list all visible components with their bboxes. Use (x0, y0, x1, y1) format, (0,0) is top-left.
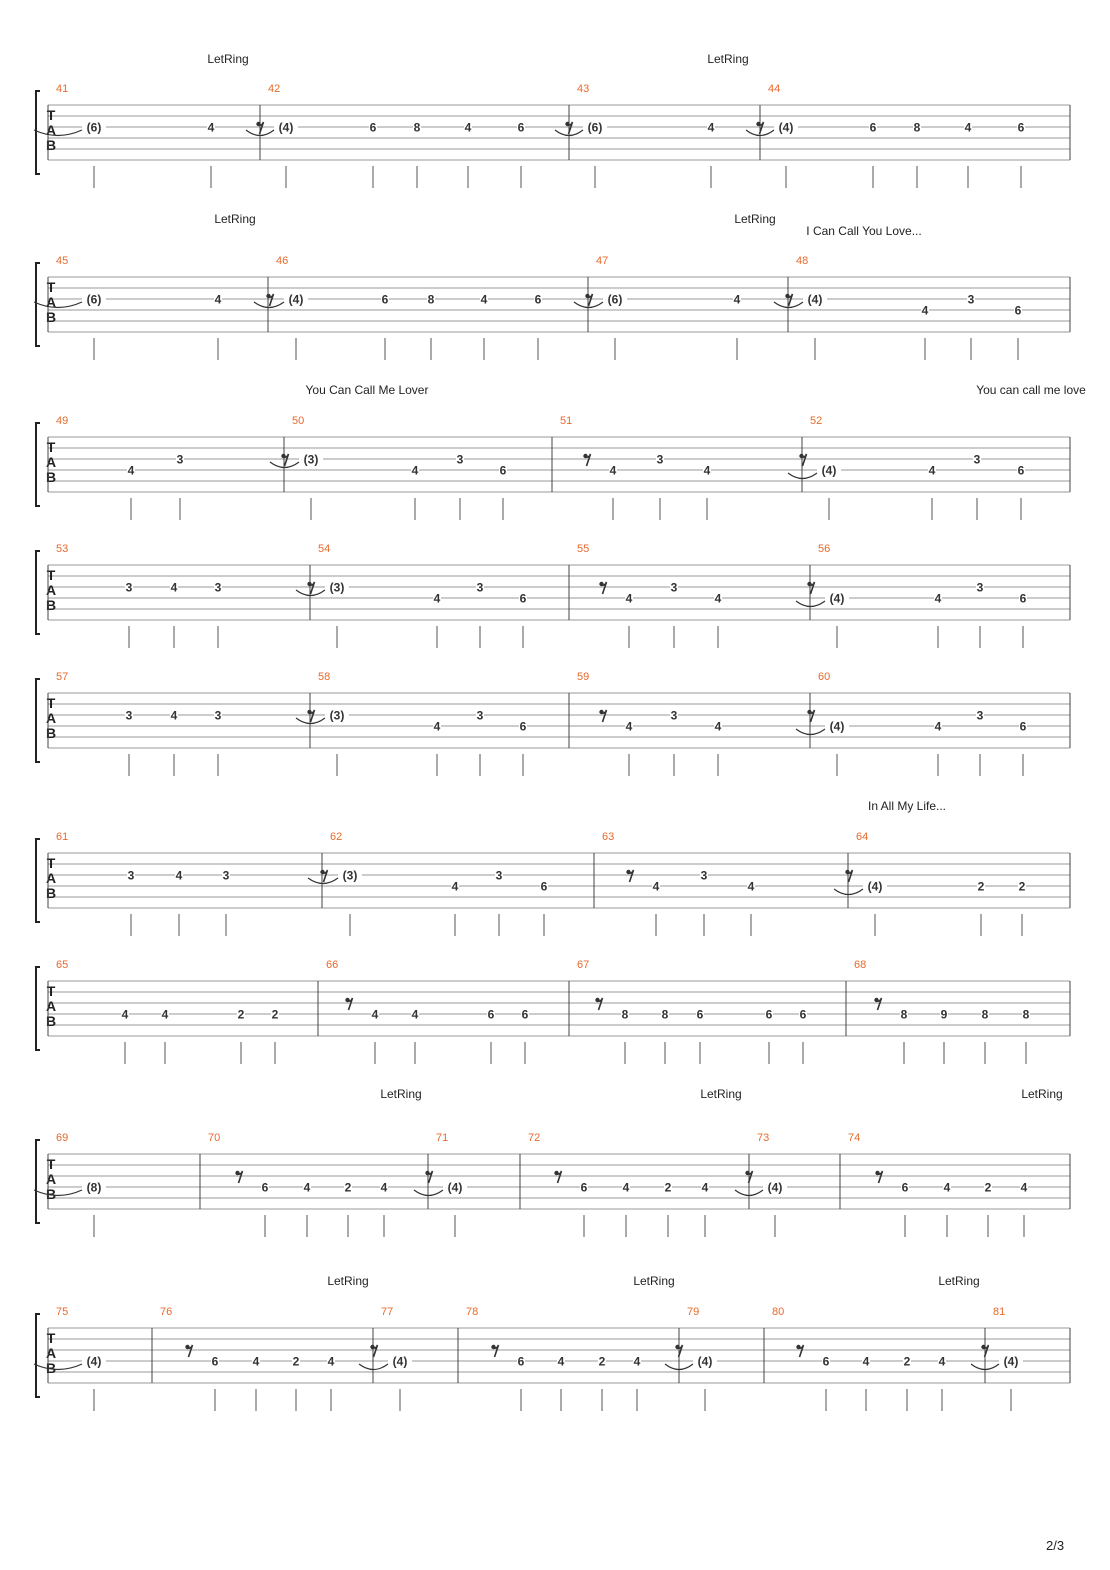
measure-number: 47 (596, 255, 609, 267)
fret-number: (3) (303, 452, 319, 467)
fret-number: (4) (807, 292, 823, 307)
annotation-text: LetRing (938, 1274, 980, 1288)
tab-clef-letter: B (45, 725, 57, 741)
fret-number: 6 (1019, 591, 1027, 606)
fret-number: 3 (495, 868, 503, 883)
fret-number: 6 (381, 292, 389, 307)
measure-number: 59 (577, 671, 590, 683)
fret-number: 3 (125, 708, 133, 723)
fret-number: (4) (829, 719, 845, 734)
fret-number: 4 (928, 463, 936, 478)
annotation-text: LetRing (214, 212, 256, 226)
fret-number: 8 (427, 292, 435, 307)
measure-number: 74 (848, 1132, 861, 1144)
fret-number: 8 (900, 1007, 908, 1022)
fret-number: 4 (609, 463, 617, 478)
measure-number: 65 (56, 959, 69, 971)
fret-number: 8 (413, 120, 421, 135)
fret-number: 4 (747, 879, 755, 894)
fret-number: 6 (517, 120, 525, 135)
tab-clef-letter: B (45, 309, 57, 325)
fret-number: 6 (869, 120, 877, 135)
measure-number: 41 (56, 83, 69, 95)
tab-clef-letter: T (46, 107, 56, 123)
fret-number: 4 (170, 580, 178, 595)
fret-number: 6 (901, 1180, 909, 1195)
fret-number: 3 (214, 580, 222, 595)
fret-number: 8 (621, 1007, 629, 1022)
fret-number: (4) (86, 1354, 102, 1369)
fret-number: (6) (86, 292, 102, 307)
annotation-text: I Can Call You Love... (806, 224, 922, 238)
fret-number: 6 (540, 879, 548, 894)
fret-number: 8 (1022, 1007, 1030, 1022)
annotation-text: LetRing (734, 212, 776, 226)
measure-number: 52 (810, 415, 823, 427)
measure-number: 69 (56, 1132, 69, 1144)
measure-number: 68 (854, 959, 867, 971)
measure-number: 76 (160, 1306, 173, 1318)
annotation-text: You can call me love (976, 383, 1086, 397)
measure-number: 67 (577, 959, 590, 971)
fret-number: 2 (598, 1354, 606, 1369)
fret-number: (4) (829, 591, 845, 606)
fret-number: 2 (271, 1007, 279, 1022)
fret-number: 3 (125, 580, 133, 595)
fret-number: (6) (607, 292, 623, 307)
system-bracket (36, 839, 40, 922)
fret-number: 6 (765, 1007, 773, 1022)
measure-number: 57 (56, 671, 69, 683)
fret-number: 6 (519, 591, 527, 606)
fret-number: 6 (696, 1007, 704, 1022)
tab-clef-letter: T (46, 279, 56, 295)
tab-system (36, 959, 1070, 1064)
fret-number: 6 (499, 463, 507, 478)
fret-number: 4 (127, 463, 135, 478)
tab-system (34, 1274, 1070, 1411)
fret-number: 4 (380, 1180, 388, 1195)
fret-number: 3 (476, 580, 484, 595)
tab-clef-letter: A (45, 870, 57, 886)
fret-number: 3 (973, 452, 981, 467)
fret-number: 6 (211, 1354, 219, 1369)
fret-number: (3) (329, 580, 345, 595)
tab-clef-letter: T (46, 695, 56, 711)
measure-number: 66 (326, 959, 339, 971)
tab-clef-letter: A (45, 122, 57, 138)
measure-number: 63 (602, 831, 615, 843)
annotation-text: In All My Life... (867, 799, 947, 813)
fret-number: 4 (934, 719, 942, 734)
fret-number: 4 (652, 879, 660, 894)
fret-number: 6 (1019, 719, 1027, 734)
fret-number: 2 (984, 1180, 992, 1195)
fret-number: 4 (371, 1007, 379, 1022)
fret-number: 4 (703, 463, 711, 478)
fret-number: 6 (261, 1180, 269, 1195)
tab-clef-letter: B (45, 597, 57, 613)
fret-number: 2 (903, 1354, 911, 1369)
fret-number: (4) (821, 463, 837, 478)
fret-number: 6 (487, 1007, 495, 1022)
fret-number: 3 (670, 708, 678, 723)
fret-number: 4 (327, 1354, 335, 1369)
fret-number: 9 (940, 1007, 948, 1022)
measure-number: 71 (436, 1132, 449, 1144)
fret-number: 6 (580, 1180, 588, 1195)
fret-number: 3 (976, 580, 984, 595)
tab-clef-letter: B (45, 1186, 57, 1202)
tab-clef-letter: T (46, 855, 56, 871)
tab-clef-letter: A (45, 1345, 57, 1361)
tab-clef-letter: B (45, 1013, 57, 1029)
tab-clef-letter: T (46, 983, 56, 999)
fret-number: 8 (981, 1007, 989, 1022)
tab-clef-letter: A (45, 294, 57, 310)
fret-number: 3 (976, 708, 984, 723)
measure-number: 81 (993, 1306, 1006, 1318)
page-number: 2/3 (1046, 1538, 1065, 1553)
tab-clef-letter: T (46, 1156, 56, 1172)
tab-clef-letter: T (46, 1330, 56, 1346)
annotation-text: LetRing (380, 1087, 422, 1101)
fret-number: 6 (1017, 120, 1025, 135)
measure-number: 70 (208, 1132, 221, 1144)
measure-number: 80 (772, 1306, 785, 1318)
tab-clef-letter: A (45, 1171, 57, 1187)
fret-number: 2 (344, 1180, 352, 1195)
fret-number: 4 (161, 1007, 169, 1022)
fret-number: 3 (456, 452, 464, 467)
fret-number: 4 (411, 1007, 419, 1022)
annotation-text: LetRing (633, 1274, 675, 1288)
fret-number: 4 (480, 292, 488, 307)
measure-number: 49 (56, 415, 69, 427)
measure-number: 54 (318, 543, 331, 555)
fret-number: 4 (701, 1180, 709, 1195)
fret-number: 4 (214, 292, 222, 307)
system-bracket (36, 423, 40, 506)
fret-number: 2 (292, 1354, 300, 1369)
fret-number: 4 (303, 1180, 311, 1195)
fret-number: 3 (967, 292, 975, 307)
measure-number: 45 (56, 255, 69, 267)
measure-number: 55 (577, 543, 590, 555)
annotation-text: LetRing (207, 52, 249, 66)
annotation-text: LetRing (327, 1274, 369, 1288)
fret-number: 6 (1014, 303, 1022, 318)
fret-number: 4 (964, 120, 972, 135)
tab-system (36, 799, 1070, 936)
fret-number: 4 (170, 708, 178, 723)
annotation-text: You Can Call Me Lover (305, 383, 429, 397)
measure-number: 73 (757, 1132, 770, 1144)
fret-number: 4 (934, 591, 942, 606)
fret-number: 8 (913, 120, 921, 135)
tab-clef-letter: B (45, 137, 57, 153)
tab-system (34, 1087, 1070, 1237)
fret-number: (4) (447, 1180, 463, 1195)
fret-number: 4 (862, 1354, 870, 1369)
fret-number: 4 (411, 463, 419, 478)
measure-number: 46 (276, 255, 289, 267)
annotation-text: LetRing (707, 52, 749, 66)
measure-number: 42 (268, 83, 281, 95)
tie-curve (254, 302, 284, 308)
fret-number: 4 (121, 1007, 129, 1022)
fret-number: 3 (476, 708, 484, 723)
fret-number: 4 (921, 303, 929, 318)
fret-number: 6 (517, 1354, 525, 1369)
tab-system (36, 543, 1070, 648)
system-bracket (36, 967, 40, 1050)
annotation-text: LetRing (1021, 1087, 1063, 1101)
fret-number: (4) (278, 120, 294, 135)
fret-number: 4 (943, 1180, 951, 1195)
fret-number: (4) (778, 120, 794, 135)
annotation-text: LetRing (700, 1087, 742, 1101)
measure-number: 75 (56, 1306, 69, 1318)
fret-number: 4 (714, 591, 722, 606)
measure-number: 48 (796, 255, 809, 267)
system-bracket (36, 1314, 40, 1397)
fret-number: (6) (86, 120, 102, 135)
tab-clef-letter: A (45, 582, 57, 598)
fret-number: 3 (222, 868, 230, 883)
tab-system (34, 52, 1070, 188)
measure-number: 44 (768, 83, 781, 95)
fret-number: 2 (977, 879, 985, 894)
fret-number: 6 (1017, 463, 1025, 478)
fret-number: 4 (433, 591, 441, 606)
fret-number: 4 (622, 1180, 630, 1195)
fret-number: 6 (519, 719, 527, 734)
system-bracket (36, 551, 40, 634)
measure-number: 56 (818, 543, 831, 555)
measure-number: 53 (56, 543, 69, 555)
fret-number: 4 (464, 120, 472, 135)
fret-number: 6 (369, 120, 377, 135)
fret-number: 4 (252, 1354, 260, 1369)
system-bracket (36, 1140, 40, 1223)
fret-number: (4) (392, 1354, 408, 1369)
tab-system (34, 212, 1070, 360)
tab-clef-letter: T (46, 567, 56, 583)
fret-number: (4) (697, 1354, 713, 1369)
measure-number: 78 (466, 1306, 479, 1318)
tab-system (36, 383, 1086, 520)
measure-number: 61 (56, 831, 69, 843)
tie-curve (34, 1190, 82, 1196)
fret-number: 3 (176, 452, 184, 467)
fret-number: 3 (670, 580, 678, 595)
tie-curve (34, 302, 82, 308)
fret-number: 3 (214, 708, 222, 723)
fret-number: 4 (1020, 1180, 1028, 1195)
fret-number: 4 (625, 591, 633, 606)
measure-number: 79 (687, 1306, 700, 1318)
fret-number: 8 (661, 1007, 669, 1022)
fret-number: (4) (288, 292, 304, 307)
measure-number: 43 (577, 83, 590, 95)
fret-number: (4) (767, 1180, 783, 1195)
fret-number: 3 (127, 868, 135, 883)
measure-number: 51 (560, 415, 573, 427)
fret-number: 4 (625, 719, 633, 734)
fret-number: 4 (938, 1354, 946, 1369)
tab-clef-letter: B (45, 1360, 57, 1376)
measure-number: 58 (318, 671, 331, 683)
fret-number: 4 (433, 719, 441, 734)
fret-number: (4) (867, 879, 883, 894)
tab-system (36, 671, 1070, 776)
measure-number: 72 (528, 1132, 541, 1144)
fret-number: 2 (237, 1007, 245, 1022)
tab-clef-letter: B (45, 469, 57, 485)
fret-number: 6 (521, 1007, 529, 1022)
measure-number: 64 (856, 831, 869, 843)
fret-number: (8) (86, 1180, 102, 1195)
measure-number: 77 (381, 1306, 394, 1318)
system-bracket (36, 679, 40, 762)
measure-number: 50 (292, 415, 305, 427)
fret-number: 6 (822, 1354, 830, 1369)
fret-number: 4 (707, 120, 715, 135)
fret-number: 3 (700, 868, 708, 883)
fret-number: 2 (1018, 879, 1026, 894)
fret-number: (4) (1003, 1354, 1019, 1369)
fret-number: 2 (664, 1180, 672, 1195)
fret-number: (3) (342, 868, 358, 883)
tab-clef-letter: A (45, 454, 57, 470)
tab-clef-letter: T (46, 439, 56, 455)
fret-number: (3) (329, 708, 345, 723)
tie-curve (34, 130, 82, 136)
tie-curve (308, 878, 338, 884)
fret-number: 3 (656, 452, 664, 467)
measure-number: 60 (818, 671, 831, 683)
fret-number: (6) (587, 120, 603, 135)
fret-number: 4 (451, 879, 459, 894)
tab-clef-letter: A (45, 998, 57, 1014)
fret-number: 6 (799, 1007, 807, 1022)
fret-number: 6 (534, 292, 542, 307)
fret-number: 4 (207, 120, 215, 135)
fret-number: 4 (175, 868, 183, 883)
fret-number: 4 (733, 292, 741, 307)
tab-clef-letter: A (45, 710, 57, 726)
fret-number: 4 (714, 719, 722, 734)
tab-clef-letter: B (45, 885, 57, 901)
measure-number: 62 (330, 831, 343, 843)
fret-number: 4 (557, 1354, 565, 1369)
fret-number: 4 (633, 1354, 641, 1369)
tie-curve (34, 1364, 82, 1370)
